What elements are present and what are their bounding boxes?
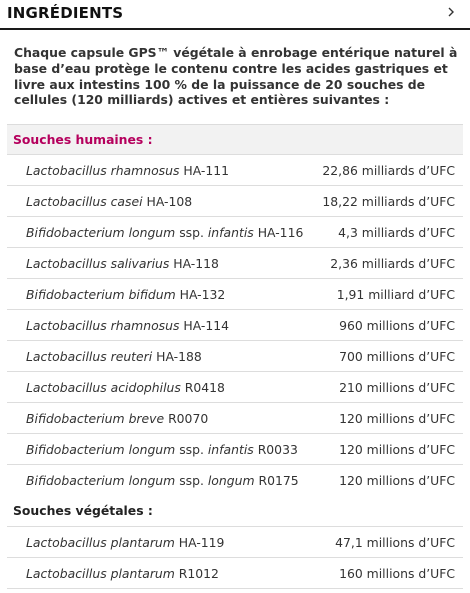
strain-name (26, 566, 219, 581)
section-human-strains: Souches humaines : (7, 124, 463, 154)
strain-code: HA-108 (146, 194, 193, 209)
strain-species: longum (128, 442, 176, 457)
strain-name (26, 442, 298, 457)
strain-name (26, 256, 219, 271)
strain-genus: Lactobacillus (26, 566, 107, 581)
strain-code: HA-114 (183, 318, 230, 333)
chevron-right-icon[interactable] (444, 4, 458, 20)
strain-code: HA-132 (179, 287, 226, 302)
strain-genus: Bifidobacterium (26, 442, 125, 457)
ingredient-row (7, 185, 463, 216)
strain-code: R1012 (178, 566, 219, 581)
strain-amount: 120 millions d’UFC (339, 473, 455, 488)
ingredient-row (7, 402, 463, 433)
strain-amount: 2,36 milliards d’UFC (330, 256, 455, 271)
strain-name (26, 473, 299, 488)
strain-qualifier: ssp. (179, 473, 204, 488)
strain-genus: Bifidobacterium (26, 225, 125, 240)
ingredient-row (7, 526, 463, 557)
strain-subspecies: infantis (207, 225, 254, 240)
strain-code: R0175 (258, 473, 299, 488)
strain-species: longum (128, 473, 176, 488)
strain-species: plantarum (110, 566, 175, 581)
strain-subspecies: infantis (207, 442, 254, 457)
strain-code: R0418 (184, 380, 225, 395)
strain-amount: 210 millions d’UFC (339, 380, 455, 395)
strain-name (26, 163, 229, 178)
strain-genus: Lactobacillus (26, 380, 107, 395)
section-plant-strains: Souches végétales : (7, 496, 463, 526)
strain-species: bifidum (128, 287, 176, 302)
strain-qualifier: ssp. (179, 442, 204, 457)
section-title: INGRÉDIENTS (7, 4, 124, 22)
intro-text: Chaque capsule GPS™ végétale à enrobage entérique naturel à base d’eau protège le contenu contre les acides gastriques et livre aux intestins 100 % de la puissance de 20 souches de cellules (120 milliards) actives et entières suivantes : (14, 45, 458, 108)
strain-name (26, 225, 303, 240)
strain-code: HA-119 (178, 535, 225, 550)
strain-code: R0070 (168, 411, 209, 426)
ingredient-row (7, 216, 463, 247)
strain-species: rhamnosus (110, 318, 180, 333)
strain-species: longum (128, 225, 176, 240)
strain-amount: 700 millions d’UFC (339, 349, 455, 364)
strain-species: plantarum (110, 535, 175, 550)
ingredient-row (7, 464, 463, 495)
strain-genus: Lactobacillus (26, 318, 107, 333)
strain-code: HA-188 (156, 349, 202, 364)
strain-genus: Lactobacillus (26, 163, 107, 178)
ingredient-row (7, 557, 463, 588)
strain-code: R0033 (257, 442, 298, 457)
strain-code: HA-116 (257, 225, 304, 240)
strain-genus: Bifidobacterium (26, 287, 125, 302)
ingredient-row (7, 247, 463, 278)
strain-species: salivarius (110, 256, 170, 271)
strain-amount: 120 millions d’UFC (339, 411, 455, 426)
strain-genus: Bifidobacterium (26, 473, 125, 488)
strain-species: breve (128, 411, 165, 426)
ingredient-row (7, 340, 463, 371)
strain-subspecies: longum (207, 473, 255, 488)
strain-name (26, 349, 202, 364)
strain-code: HA-118 (173, 256, 219, 271)
strain-genus: Lactobacillus (26, 349, 107, 364)
ingredient-row (7, 371, 463, 402)
strain-amount: 22,86 milliards d’UFC (322, 163, 455, 178)
strain-species: acidophilus (110, 380, 181, 395)
strain-genus: Bifidobacterium (26, 411, 125, 426)
strain-species: rhamnosus (110, 163, 180, 178)
strain-name (26, 380, 225, 395)
strain-genus: Lactobacillus (26, 256, 107, 271)
strain-genus: Lactobacillus (26, 194, 107, 209)
ingredient-row (7, 309, 463, 340)
strain-name (26, 318, 229, 333)
strain-amount: 120 millions d’UFC (339, 442, 455, 457)
strain-amount: 160 millions d’UFC (339, 566, 455, 581)
ingredient-row (7, 278, 463, 309)
strain-name (26, 535, 224, 550)
ingredients-header[interactable] (0, 0, 470, 30)
strain-name (26, 194, 192, 209)
strain-qualifier: ssp. (179, 225, 204, 240)
strain-code: HA-111 (183, 163, 230, 178)
strain-amount: 4,3 milliards d’UFC (338, 225, 455, 240)
strain-name (26, 287, 225, 302)
ingredient-row (7, 433, 463, 464)
strain-genus: Lactobacillus (26, 535, 107, 550)
strain-species: casei (110, 194, 143, 209)
divider (7, 588, 463, 589)
strain-amount: 1,91 milliard d’UFC (336, 287, 455, 302)
strain-amount: 47,1 millions d’UFC (335, 535, 455, 550)
strain-amount: 960 millions d’UFC (339, 318, 455, 333)
ingredient-row (7, 154, 463, 185)
strain-amount: 18,22 milliards d’UFC (322, 194, 455, 209)
strain-species: reuteri (110, 349, 153, 364)
strain-name (26, 411, 208, 426)
